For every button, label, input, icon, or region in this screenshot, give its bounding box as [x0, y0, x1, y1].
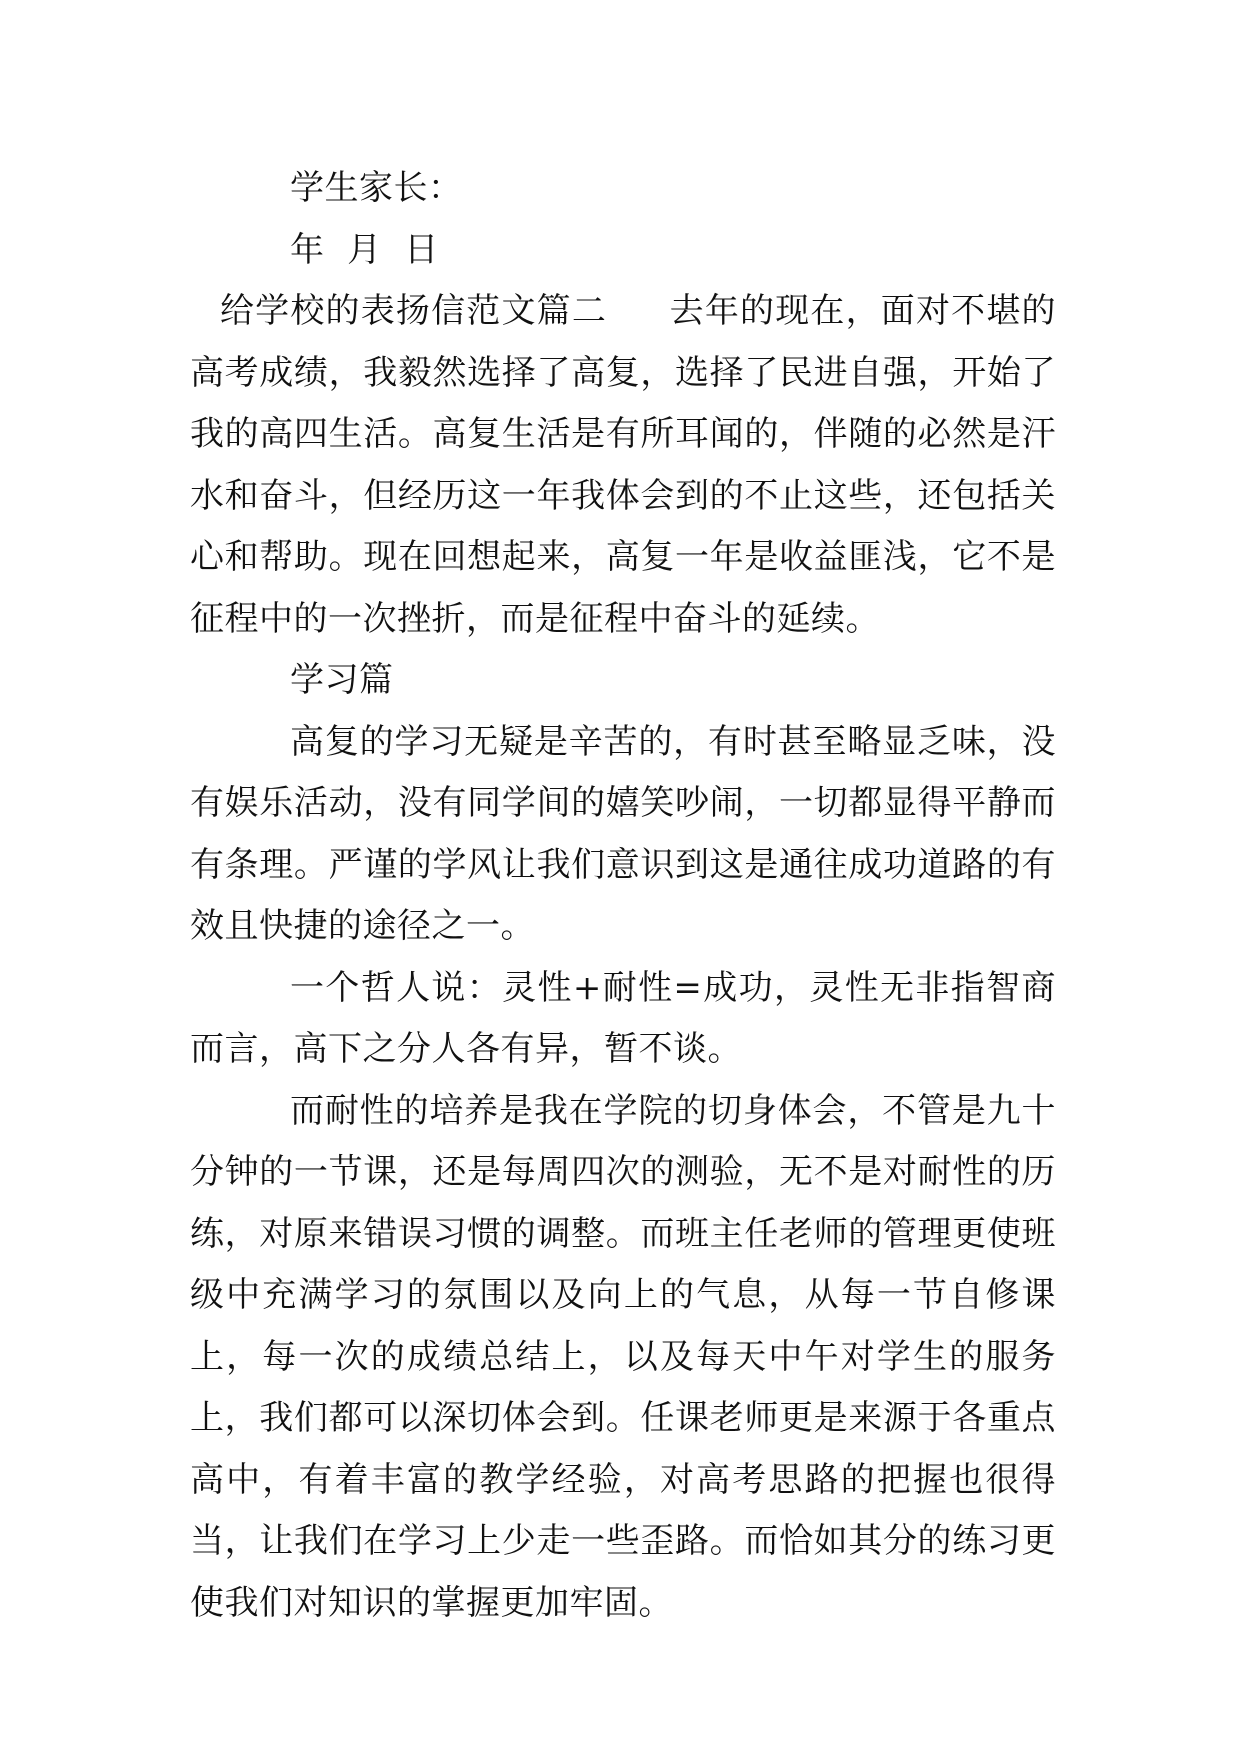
document-body — [190, 158, 1056, 1634]
paragraph-3: 一个哲人说：灵性+耐性=成功，灵性无非指智商而言，高下之分人各有异，暂不谈。 — [190, 967, 1056, 1069]
essay-paragraph-1 — [190, 281, 1056, 650]
essay-title: 给学校的表扬信范文篇二 — [220, 291, 607, 331]
paragraph-1-text: 去年的现在，面对不堪的高考成绩，我毅然选择了高复，选择了民进自强，开始了我的高四生活。高复生活是有所耳闻的，伴随的必然是汗水和奋斗，但经历这一年我体会到的不止这些，还包括关心和帮助。现在回想起来，高复一年是收益匪浅，它不是征程中的一次挫折，而是征程中奋斗的延续。 — [190, 291, 1056, 639]
paragraph-2: 高复的学习无疑是辛苦的，有时甚至略显乏味，没有娱乐活动，没有同学间的嬉笑吵闹，一切都显得平静而有条理。严谨的学风让我们意识到这是通往成功道路的有效且快捷的途径之一。 — [190, 721, 1056, 946]
signature-label: 学生家长： — [290, 168, 463, 208]
paragraph-4: 而耐性的培养是我在学院的切身体会，不管是九十分钟的一节课，还是每周四次的测验，无不是对耐性的历练，对原来错误习惯的调整。而班主任老师的管理更使班级中充满学习的氛围以及向上的气息，从每一节自修课上，每一次的成绩总结上，以及每天中午对学生的服务上，我们都可以深切体会到。任课老师更是来源于各重点高中，有着丰富的教学经验，对高考思路的把握也很得当，让我们在学习上少走一些歪路。而恰如其分的练习更使我们对知识的掌握更加牢固。 — [190, 1090, 1056, 1623]
section-heading: 学习篇 — [290, 660, 394, 700]
date-line: 年 月 日 — [290, 229, 439, 270]
